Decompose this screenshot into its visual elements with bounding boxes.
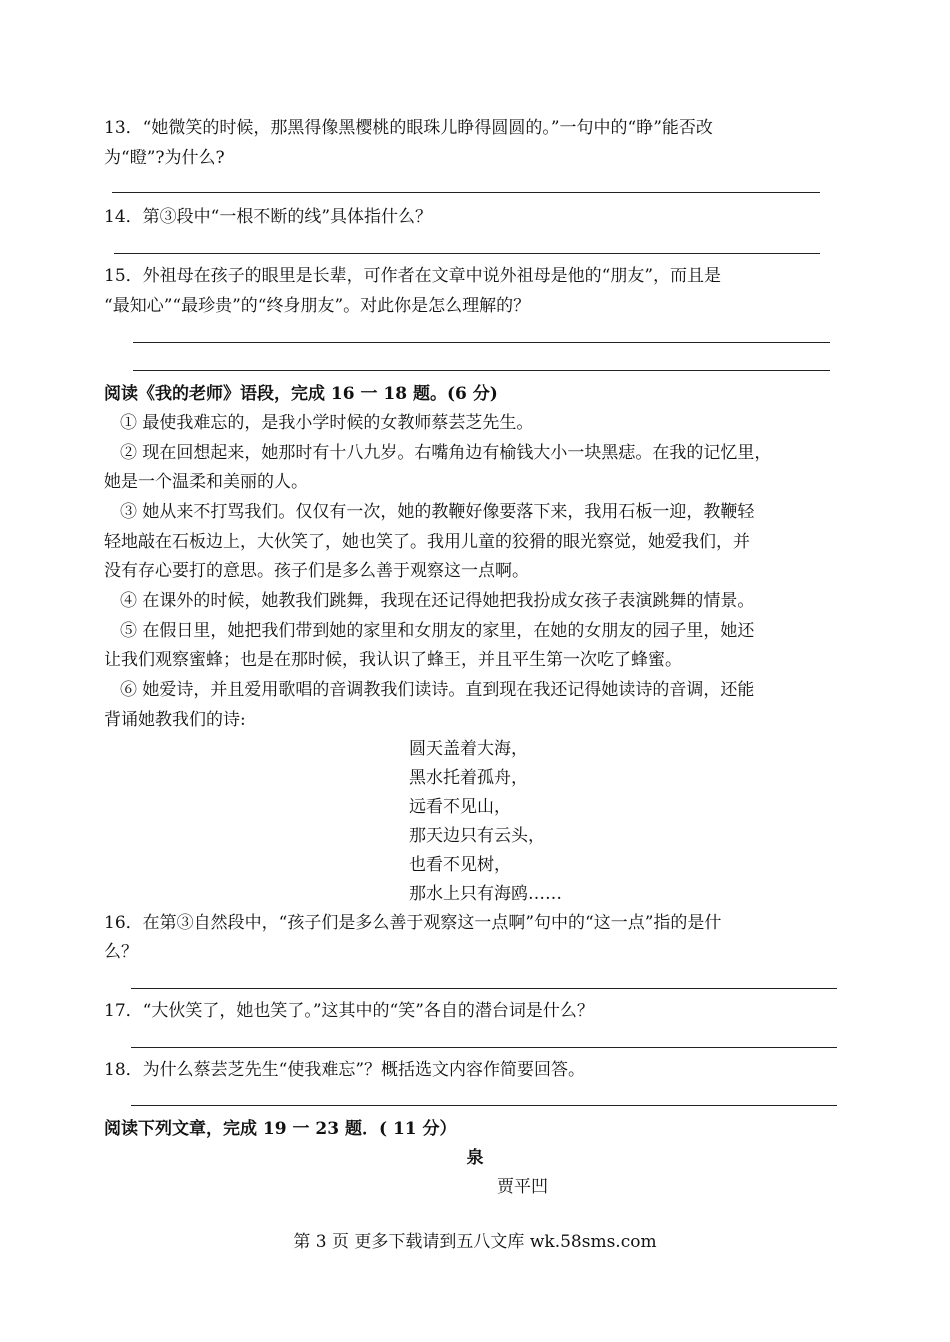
poem-line: 那水上只有海鸥…… xyxy=(409,884,562,904)
paragraph-3-line3: 没有存心要打的意思。孩子们是多么善于观察这一点啊。 xyxy=(104,561,529,581)
paragraph-5-line2: 让我们观察蜜蜂；也是在那时候，我认识了蜂王，并且平生第一次吃了蜂蜜。 xyxy=(104,650,682,670)
question-16-line2: 么？ xyxy=(104,942,138,962)
paragraph-5-line1: ⑤ 在假日里，她把我们带到她的家里和女朋友的家里，在她的女朋友的园子里，她还 xyxy=(120,621,755,641)
paragraph-4: ④ 在课外的时候，她教我们跳舞，我现在还记得她把我扮成女孩子表演跳舞的情景。 xyxy=(120,591,755,611)
question-15-line1: 15．外祖母在孩子的眼里是长辈，可作者在文章中说外祖母是他的“朋友”，而且是 xyxy=(104,266,722,286)
poem-line: 那天边只有云头， xyxy=(409,826,545,846)
paragraph-2-line1: ② 现在回想起来，她那时有十八九岁。右嘴角边有榆钱大小一块黑痣。在我的记忆里， xyxy=(120,443,772,463)
article-title: 泉 xyxy=(466,1148,484,1168)
answer-line xyxy=(112,192,820,193)
page-footer: 第 3 页 更多下载请到五八文库 wk.58sms.com xyxy=(293,1232,657,1252)
paragraph-6-line2: 背诵她教我们的诗: xyxy=(104,710,246,730)
poem-line: 圆天盖着大海， xyxy=(409,739,528,759)
poem-line: 远看不见山， xyxy=(409,797,511,817)
paragraph-3-line2: 轻地敲在石板边上，大伙笑了，她也笑了。我用儿童的狡猾的眼光察觉，她爱我们，并 xyxy=(104,532,750,552)
paragraph-1: ① 最使我难忘的，是我小学时候的女教师蔡芸芝先生。 xyxy=(120,413,534,433)
article-author: 贾平凹 xyxy=(497,1177,548,1197)
poem-line: 也看不见树， xyxy=(409,855,511,875)
answer-line xyxy=(131,988,837,989)
question-15-line2: “最知心”“最珍贵”的“终身朋友”。对此你是怎么理解的？ xyxy=(104,296,531,316)
question-17: 17．“大伙笑了，她也笑了。”这其中的“笑”各自的潜台词是什么？ xyxy=(104,1001,594,1021)
paragraph-3-line1: ③ 她从来不打骂我们。仅仅有一次，她的教鞭好像要落下来，我用石板一迎，教鞭轻 xyxy=(120,502,755,522)
answer-line xyxy=(133,370,830,371)
answer-line xyxy=(131,1047,837,1048)
answer-line xyxy=(131,1105,837,1106)
answer-line xyxy=(114,253,820,254)
paragraph-2-line2: 她是一个温柔和美丽的人。 xyxy=(104,472,308,492)
question-14: 14．第③段中“一根不断的线”具体指什么？ xyxy=(104,207,433,227)
question-13-line2: 为“瞪”?为什么? xyxy=(104,148,225,168)
paragraph-6-line1: ⑥ 她爱诗，并且爱用歌唱的音调教我们读诗。直到现在我还记得她读诗的音调，还能 xyxy=(120,680,755,700)
question-18: 18．为什么蔡芸芝先生“使我难忘”？概括选文内容作简要回答。 xyxy=(104,1060,586,1080)
section-heading-teacher: 阅读《我的老师》语段，完成 16 一 18 题。(6 分) xyxy=(104,384,498,404)
section-heading-spring: 阅读下列文章，完成 19 一 23 题．( 11 分） xyxy=(104,1119,457,1139)
question-16-line1: 16．在第③自然段中，“孩子们是多么善于观察这一点啊”句中的“这一点”指的是什 xyxy=(104,913,722,933)
question-13-line1: 13．“她微笑的时候，那黑得像黑樱桃的眼珠儿睁得圆圆的。”一句中的“睁”能否改 xyxy=(104,118,713,138)
poem-line: 黑水托着孤舟， xyxy=(409,768,528,788)
answer-line xyxy=(133,342,830,343)
